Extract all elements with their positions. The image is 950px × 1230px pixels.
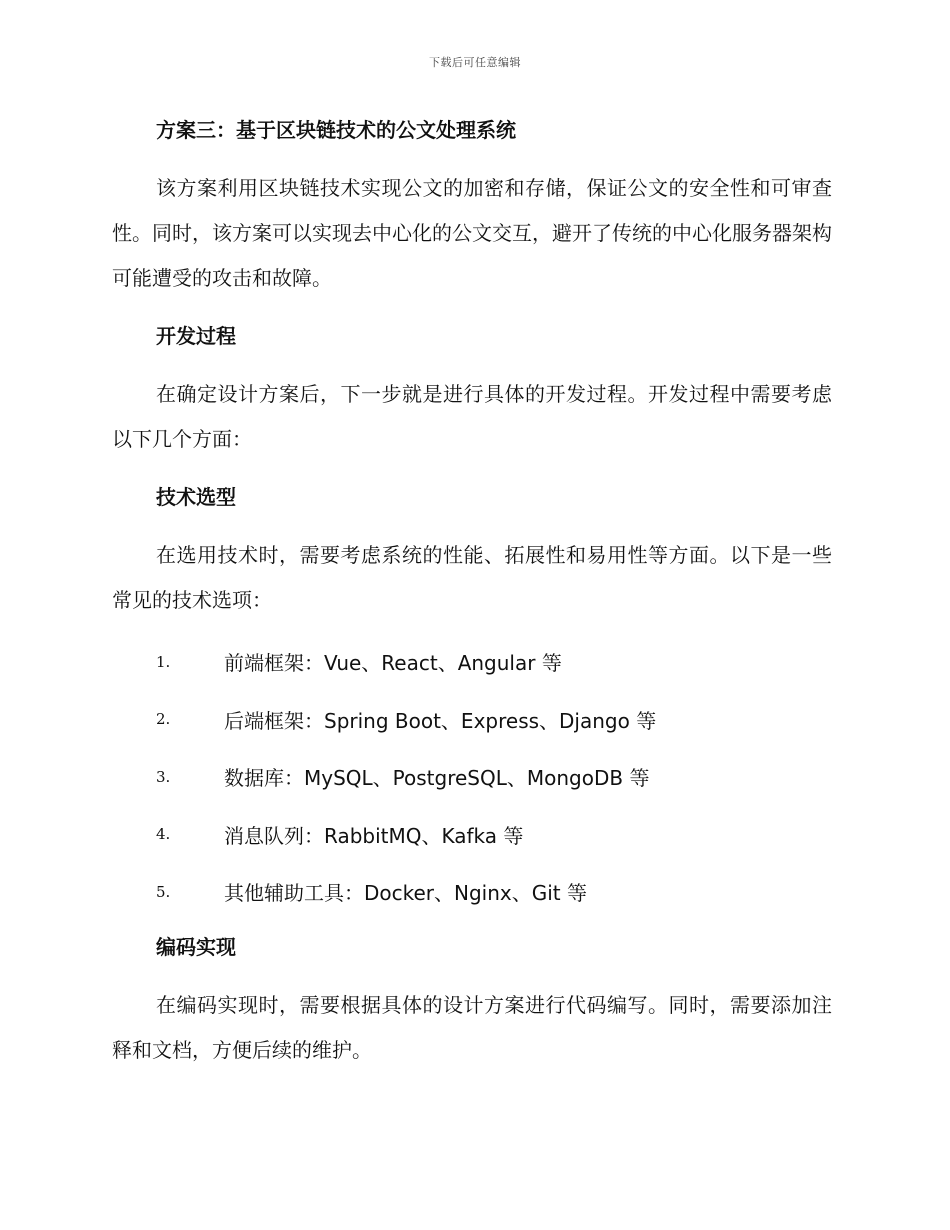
list-item [112,863,832,921]
list-number: 3. [156,767,171,786]
heading-scheme3: 方案三：基于区块链技术的公文处理系统 [156,118,516,142]
list-text: 其他辅助工具：Docker、Nginx、Git 等 [224,881,588,906]
heading-coding: 编码实现 [156,934,236,959]
paragraph-coding: 在编码实现时，需要根据具体的设计方案进行代码编写。同时，需要添加注释和文档，方便后续的维护。 [112,992,832,1062]
list-number: 1. [156,652,171,671]
list-number: 4. [156,825,171,844]
paragraph-tech-selection: 在选用技术时，需要考虑系统的性能、拓展性和易用性等方面。以下是一些常见的技术选项： [112,543,832,612]
list-text: 消息队列：RabbitMQ、Kafka 等 [224,823,524,848]
list-text: 前端框架：Vue、React、Angular 等 [224,651,562,676]
list-text: 后端框架：Spring Boot、Express、Django 等 [224,708,657,733]
paragraph-dev-process: 在确定设计方案后，下一步就是进行具体的开发过程。开发过程中需要考虑以下几个方面： [112,382,832,451]
list-text: 数据库：MySQL、PostgreSQL、MongoDB 等 [224,766,650,791]
list-item [112,633,832,691]
list-number: 5. [156,882,171,901]
paragraph-scheme3: 该方案利用区块链技术实现公文的加密和存储，保证公文的安全性和可审查性。同时，该方案可以实现去中心化的公文交互，避开了传统的中心化服务器架构可能遭受的攻击和故障。 [112,176,832,290]
tech-options-list [112,633,832,921]
header-note: 下载后可任意编辑 [429,56,521,69]
list-item [112,691,832,749]
document-body [112,108,832,1073]
list-item [112,806,832,864]
list-item [112,748,832,806]
heading-tech-selection: 技术选型 [156,485,236,509]
list-number: 2. [156,710,171,729]
heading-dev-process: 开发过程 [156,324,236,348]
